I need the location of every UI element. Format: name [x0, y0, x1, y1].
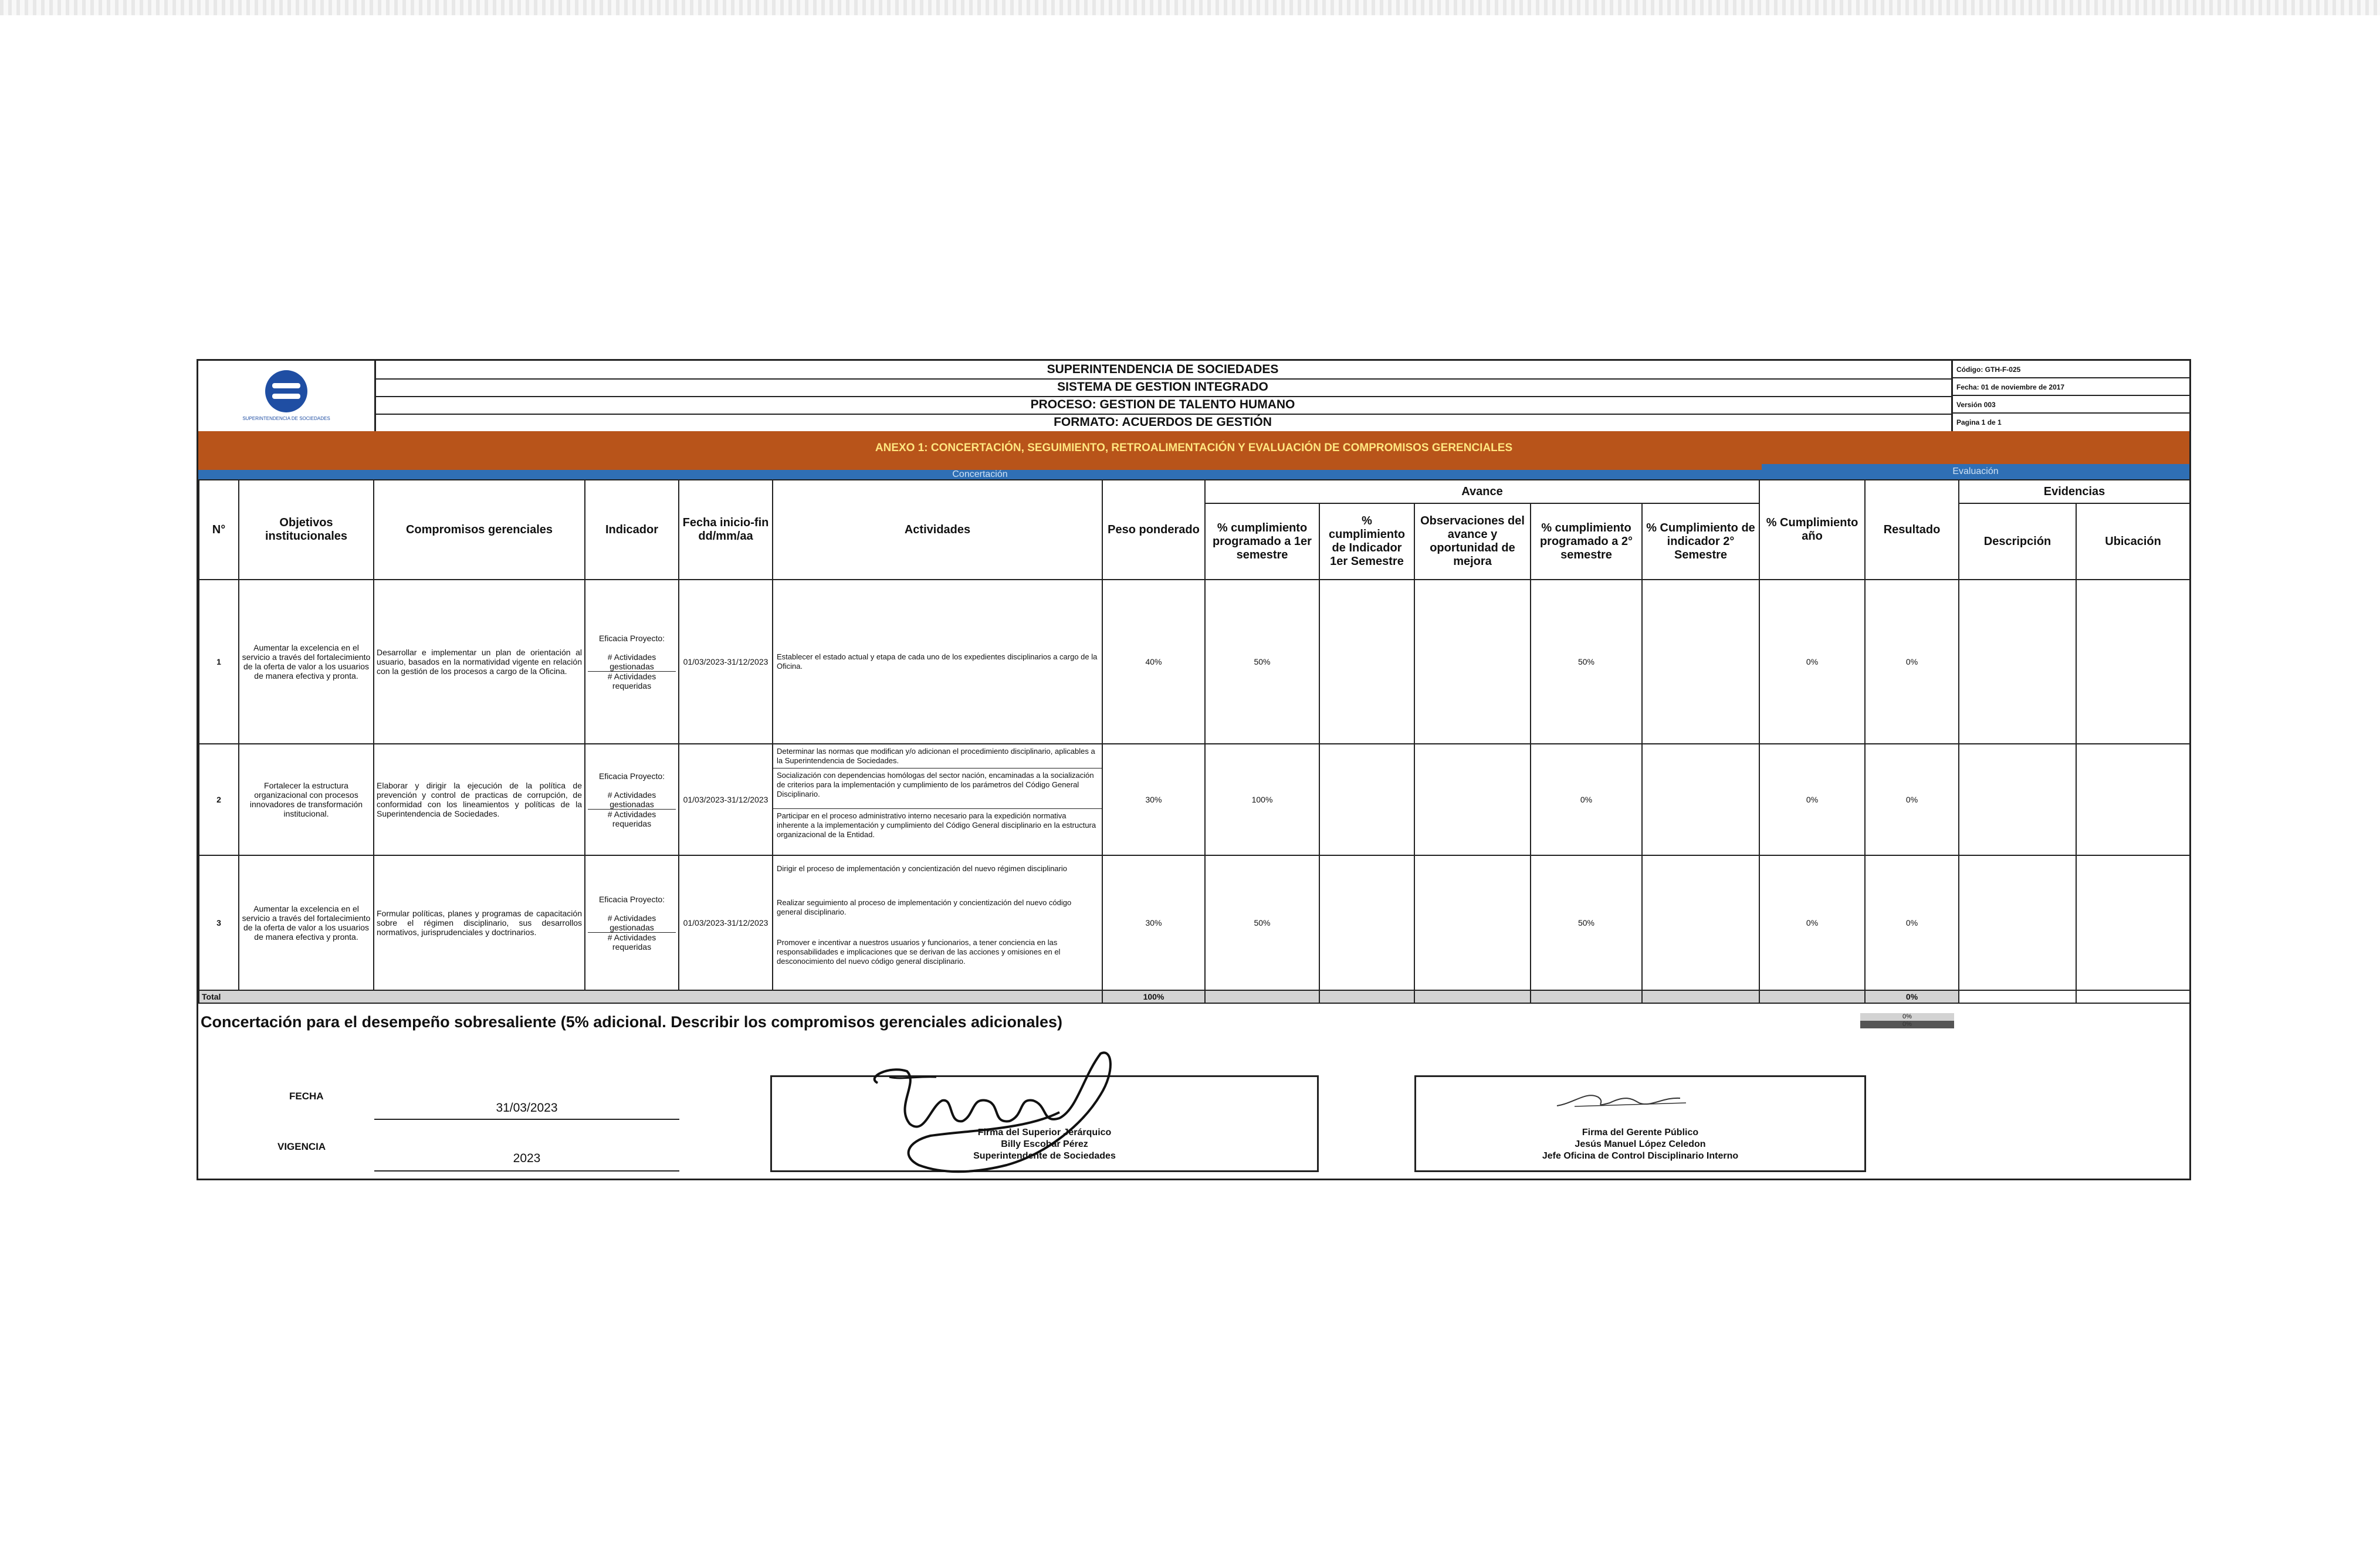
- indicador-den: # Actividades requeridas: [607, 809, 656, 828]
- row-objetivo: Fortalecer la estructura organizacional con procesos innovadores de transformación institucional.: [239, 744, 374, 855]
- table-row: [199, 580, 2190, 744]
- header-codigo: Código: GTH-F-025: [1951, 361, 2189, 378]
- row-ind2: [1642, 855, 1759, 990]
- form-header: [198, 361, 2189, 433]
- row-objetivo: Aumentar la excelencia en el servicio a través del fortalecimiento de la oferta de valor a los usuarios de manera efectiva y pronta.: [239, 855, 374, 990]
- row-descripcion: [1959, 580, 2076, 744]
- row-compromiso: Desarrollar e implementar un plan de orientación al usuario, basados en la normatividad vigente en relación con la gestión de los procesos a cargo de la Oficina.: [374, 580, 585, 744]
- indicador-num: # Actividades gestionadas: [588, 913, 676, 933]
- evaluacion-band: Evaluación: [1762, 464, 2189, 479]
- total-resultado: 0%: [1865, 990, 1959, 1003]
- actividad: Dirigir el proceso de implementación y concientización del nuevo régimen disciplinario: [777, 864, 1067, 873]
- row-peso: 30%: [1102, 744, 1205, 855]
- row-peso: 40%: [1102, 580, 1205, 744]
- col-ind2: % Cumplimiento de indicador 2° Semestre: [1642, 503, 1759, 580]
- row-descripcion: [1959, 744, 2076, 855]
- col-peso: Peso ponderado: [1102, 480, 1205, 580]
- indicador-tipo: Eficacia Proyecto:: [598, 894, 665, 904]
- col-ind1: % cumplimiento de Indicador 1er Semestre: [1319, 503, 1414, 580]
- col-fecha: Fecha inicio-fin dd/mm/aa: [679, 480, 773, 580]
- row-anio: 0%: [1759, 855, 1865, 990]
- row-ubicacion: [2076, 580, 2190, 744]
- sig2-line3: Jefe Oficina de Control Disciplinario Interno: [1542, 1151, 1739, 1161]
- total-label: Total: [199, 990, 1102, 1003]
- vigencia-value: 2023: [374, 1152, 679, 1172]
- indicador-tipo: Eficacia Proyecto:: [598, 633, 665, 643]
- extra-result-1: 0%: [1860, 1013, 1954, 1021]
- row-obs: [1414, 580, 1531, 744]
- table-row: [199, 855, 2190, 990]
- row-resultado: 0%: [1865, 580, 1959, 744]
- row-indicador: [585, 744, 679, 855]
- actividad: Realizar seguimiento al proceso de implementación y concientización del nuevo código general disciplinario.: [777, 898, 1072, 916]
- supersociedades-logo-icon: [265, 370, 307, 412]
- signature-box-gerente: [1414, 1075, 1866, 1172]
- indicador-tipo: Eficacia Proyecto:: [598, 771, 665, 781]
- header-title-1: SUPERINTENDENCIA DE SOCIEDADES: [374, 361, 1951, 380]
- col-cump1: % cumplimiento programado a 1er semestre: [1205, 503, 1319, 580]
- row-cump2: 0%: [1531, 744, 1642, 855]
- row-ubicacion: [2076, 855, 2190, 990]
- row-cump2: 50%: [1531, 580, 1642, 744]
- agreement-form: [197, 359, 2191, 1180]
- row-ind2: [1642, 580, 1759, 744]
- row-obs: [1414, 855, 1531, 990]
- col-resultado: Resultado: [1865, 480, 1959, 580]
- concertacion-sobresaliente: Concertación para el desempeño sobresaliente (5% adicional. Describir los compromisos gerenciales adicionales): [201, 1013, 1063, 1031]
- col-num: N°: [199, 480, 239, 580]
- row-anio: 0%: [1759, 580, 1865, 744]
- sig1-line1: Firma del Superior Jerárquico: [977, 1128, 1112, 1137]
- row-num: 3: [199, 855, 239, 990]
- indicador-den: # Actividades requeridas: [607, 932, 656, 952]
- row-ind2: [1642, 744, 1759, 855]
- actividad: Establecer el estado actual y etapa de cada uno de los expedientes disciplinarios a cargo de la Oficina.: [777, 652, 1098, 671]
- logo-text: SUPERINTENDENCIA DE SOCIEDADES: [242, 416, 330, 421]
- extra-result-2: 0%: [1860, 1021, 1954, 1028]
- sig2-line2: Jesús Manuel López Celedon: [1575, 1139, 1706, 1149]
- row-compromiso: Formular políticas, planes y programas de capacitación sobre el régimen disciplinario, sus desarrollos normativos, jurisprudenciales y doctrinarios.: [374, 855, 585, 990]
- sig1-line2: Billy Escobar Pérez: [1001, 1139, 1088, 1149]
- row-num: 2: [199, 744, 239, 855]
- avance-header: Avance: [1205, 480, 1759, 503]
- row-fecha: 01/03/2023-31/12/2023: [679, 855, 773, 990]
- row-cump1: 100%: [1205, 744, 1319, 855]
- row-cump2: 50%: [1531, 855, 1642, 990]
- row-peso: 30%: [1102, 855, 1205, 990]
- row-actividades: [773, 855, 1102, 990]
- col-objetivos: Objetivos institucionales: [239, 480, 374, 580]
- fecha-value: 31/03/2023: [374, 1101, 679, 1120]
- row-fecha: 01/03/2023-31/12/2023: [679, 744, 773, 855]
- row-resultado: 0%: [1865, 744, 1959, 855]
- commitments-table: [198, 479, 2191, 1004]
- indicador-num: # Actividades gestionadas: [588, 652, 676, 672]
- sig2-text: [1416, 1127, 1864, 1162]
- row-actividades: [773, 580, 1102, 744]
- logo: [198, 361, 376, 431]
- header-fecha: Fecha: 01 de noviembre de 2017: [1951, 378, 2189, 396]
- col-indicador: Indicador: [585, 480, 679, 580]
- row-objetivo: Aumentar la excelencia en el servicio a través del fortalecimiento de la oferta de valor a los usuarios de manera efectiva y pronta.: [239, 580, 374, 744]
- row-cump1: 50%: [1205, 855, 1319, 990]
- row-obs: [1414, 744, 1531, 855]
- evidencias-header: Evidencias: [1959, 480, 2190, 503]
- indicador-num: # Actividades gestionadas: [588, 790, 676, 810]
- row-descripcion: [1959, 855, 2076, 990]
- sig1-line3: Superintendente de Sociedades: [973, 1151, 1116, 1161]
- indicador-den: # Actividades requeridas: [607, 671, 656, 690]
- header-title-2: SISTEMA DE GESTION INTEGRADO: [374, 378, 1951, 397]
- col-obs: Observaciones del avance y oportunidad de mejora: [1414, 503, 1531, 580]
- table-row: [199, 744, 2190, 855]
- signature-box-superior: [770, 1075, 1319, 1172]
- row-indicador: [585, 580, 679, 744]
- col-actividades: Actividades: [773, 480, 1102, 580]
- row-ind1: [1319, 580, 1414, 744]
- concertacion-band: Concertación: [198, 470, 1762, 479]
- total-peso: 100%: [1102, 990, 1205, 1003]
- paper-edge: [0, 0, 2380, 15]
- col-anio: % Cumplimiento año: [1759, 480, 1865, 580]
- annex-title-band: ANEXO 1: CONCERTACIÓN, SEGUIMIENTO, RETROALIMENTACIÓN Y EVALUACIÓN DE COMPROMISOS GERENCIALES: [198, 431, 2189, 470]
- row-ubicacion: [2076, 744, 2190, 855]
- handwritten-signature-icon: [1551, 1085, 1692, 1112]
- sig1-text: [772, 1127, 1317, 1162]
- actividad: Socialización con dependencias homólogas del sector nación, encaminadas a la socialización de criterios para la implementación y cumplimiento de los parámetros del Código General Disciplinario.: [773, 768, 1102, 809]
- row-ind1: [1319, 855, 1414, 990]
- extra-results: [1860, 1013, 1954, 1028]
- header-version: Versión 003: [1951, 396, 2189, 414]
- actividad: Participar en el proceso administrativo interno necesario para la expedición normativa inherente a la implementación y cumplimiento del Código General disciplinario en la estructura organizacional de la Entidad.: [777, 811, 1096, 839]
- row-num: 1: [199, 580, 239, 744]
- vigencia-label: VIGENCIA: [277, 1141, 326, 1152]
- col-ubicacion: Ubicación: [2076, 503, 2190, 580]
- total-row: [199, 990, 2190, 1003]
- col-descripcion: Descripción: [1959, 503, 2076, 580]
- col-cump2: % cumplimiento programado a 2° semestre: [1531, 503, 1642, 580]
- row-anio: 0%: [1759, 744, 1865, 855]
- row-ind1: [1319, 744, 1414, 855]
- sig2-line1: Firma del Gerente Público: [1582, 1128, 1699, 1137]
- actividad: Promover e incentivar a nuestros usuarios y funcionarios, a tener conciencia en las responsabilidades e implicaciones que se derivan de las acciones y omisiones en el desconocimiento del nuevo código general disciplinario.: [777, 938, 1061, 966]
- header-title-4: FORMATO: ACUERDOS DE GESTIÓN: [1054, 415, 1272, 429]
- actividad: Determinar las normas que modifican y/o adicionan el procedimiento disciplinario, aplicables a la Superintendencia de Sociedades.: [773, 744, 1102, 768]
- row-actividades: [773, 744, 1102, 855]
- header-pagina: Pagina 1 de 1: [1951, 414, 2189, 431]
- fecha-label: FECHA: [289, 1091, 324, 1102]
- row-compromiso: Elaborar y dirigir la ejecución de la política de prevención y control de practicas de corrupción, de conformidad con los lineamientos y políticas de la Superintendencia de Sociedades.: [374, 744, 585, 855]
- row-fecha: 01/03/2023-31/12/2023: [679, 580, 773, 744]
- col-compromisos: Compromisos gerenciales: [374, 480, 585, 580]
- row-indicador: [585, 855, 679, 990]
- row-resultado: 0%: [1865, 855, 1959, 990]
- row-cump1: 50%: [1205, 580, 1319, 744]
- header-title-3: PROCESO: GESTION DE TALENTO HUMANO: [374, 396, 1951, 415]
